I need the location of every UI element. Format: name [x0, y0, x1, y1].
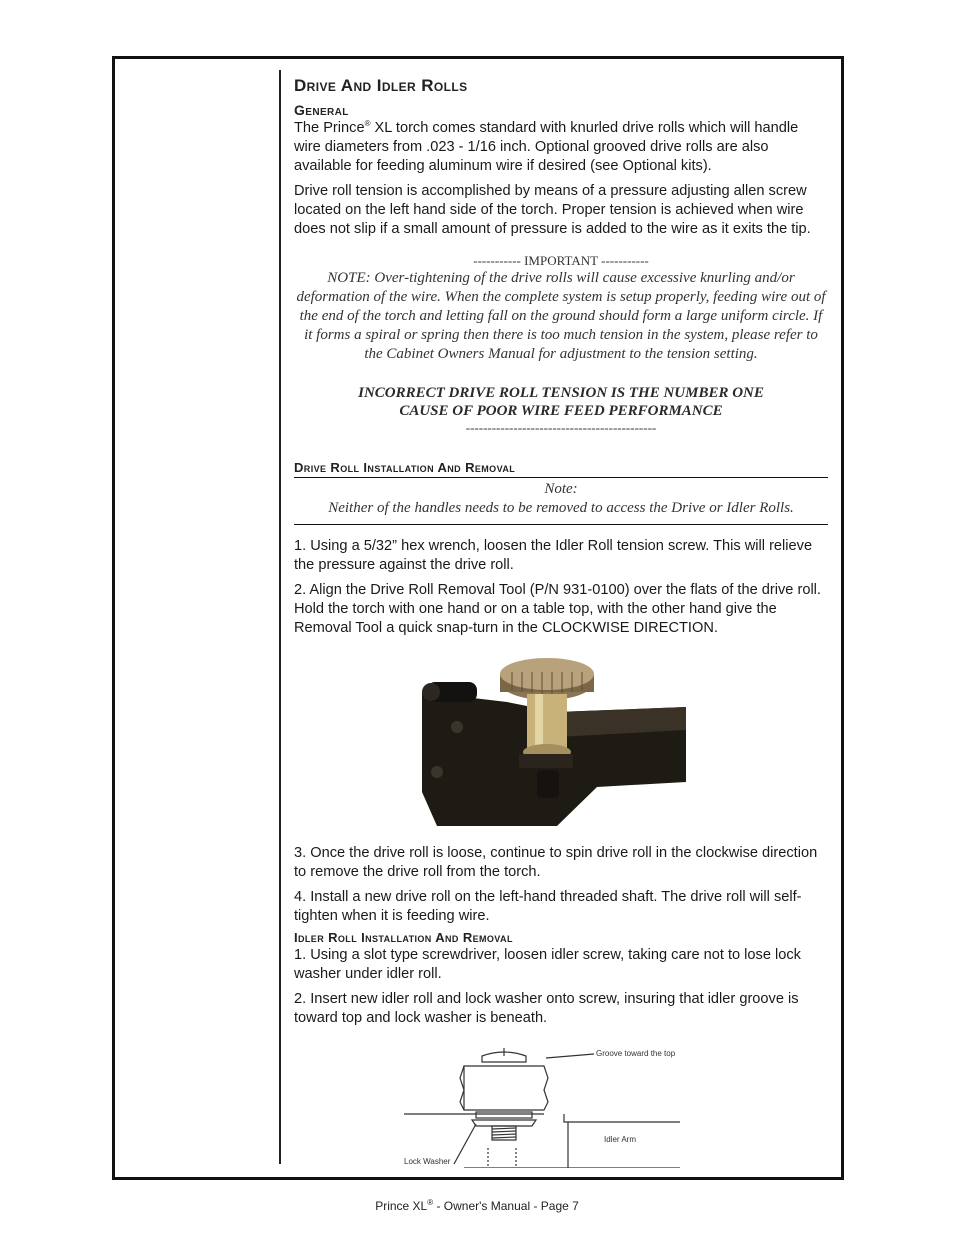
general-paragraph-2: Drive roll tension is accomplished by means of a pressure adjusting allen screw located on the left hand side of the torch. Proper tension is achieved when wire does not slip if a small amount of pressure is added to the wire as it exits the tip.: [294, 183, 811, 237]
idler-step-2: 2. Insert new idler roll and lock washer onto screw, insuring that idler groove is toward top and lock washer is beneath.: [294, 991, 799, 1026]
important-note: NOTE: Over-tightening of the drive rolls will cause excessive knurling and/or deformation of the wire. When the complete system is setup properly, feeding wire out of the end of the torch and letting fall on the ground should form a large uniform circle. If it forms a spiral or spring then there is too much tension in the system, please refer to the Cabinet Owners Manual for adjustment to the tension setting.: [296, 270, 826, 362]
drive-roll-note: [294, 478, 828, 525]
drive-step-1: 1. Using a 5/32” hex wrench, loosen the Idler Roll tension screw. This will relieve the pressure against the drive roll.: [294, 538, 813, 573]
idler-roll-heading: Idler Roll Installation And Removal: [294, 930, 513, 945]
warning-line-2: CAUSE OF POOR WIRE FEED PERFORMANCE: [399, 403, 723, 419]
lock-washer-label: Lock Washer: [404, 1157, 451, 1166]
page-footer: Prince XL® - Owner's Manual - Page 7: [375, 1198, 579, 1213]
important-footer-dash: --------------------------------------------: [465, 420, 657, 435]
margin-rule: [279, 70, 281, 1164]
idler-step-1: 1. Using a slot type screwdriver, loosen idler screw, taking care not to lose lock washer under idler roll.: [294, 947, 801, 982]
drive-step-3: 3. Once the drive roll is loose, continue to spin drive roll in the clockwise direction to remove the drive roll from the torch.: [294, 845, 818, 880]
drive-roll-heading: Drive Roll Installation And Removal: [294, 460, 828, 478]
drive-step-2: 2. Align the Drive Roll Removal Tool (P/N 931-0100) over the flats of the drive roll. Hold the torch with one hand or on a table top, with the other hand give the Removal Tool a quick snap-turn in the CLOCKWISE DIRECTION.: [294, 582, 821, 636]
section-title: Drive And Idler Rolls: [294, 76, 468, 95]
groove-label: Groove toward the top: [596, 1049, 676, 1058]
important-header: ----------- IMPORTANT -----------: [473, 253, 649, 268]
idler-arm-label: Idler Arm: [604, 1135, 637, 1144]
note-text: Neither of the handles needs to be removed to access the Drive or Idler Rolls.: [328, 500, 794, 516]
idler-roll-diagram: [404, 1044, 682, 1168]
note-label: Note:: [544, 481, 578, 497]
drive-roll-tool-photo: [417, 652, 686, 826]
general-paragraph-1: The Prince® XL torch comes standard with knurled drive rolls which will handle wire diameters from .023 - 1/16 inch. Optional grooved drive rolls are also available for feeding aluminum wire if desired (see Optional kits).: [294, 119, 799, 174]
drive-step-4: 4. Install a new drive roll on the left-hand threaded shaft. The drive roll will self-tighten when it is feeding wire.: [294, 889, 802, 924]
general-heading: General: [294, 102, 349, 118]
warning-line-1: INCORRECT DRIVE ROLL TENSION IS THE NUMBER ONE: [358, 385, 764, 401]
main-content: [294, 74, 828, 1028]
